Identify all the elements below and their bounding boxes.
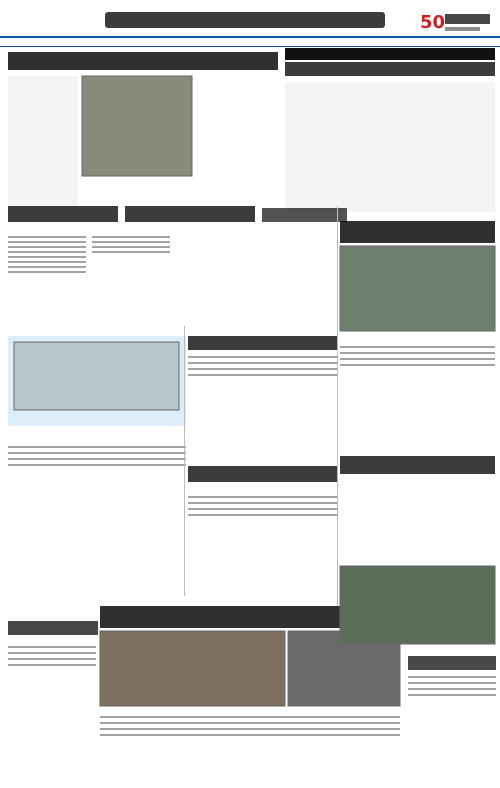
column-rules xyxy=(184,206,338,606)
headline-bottom-center xyxy=(188,466,338,482)
logo-mark: 50 xyxy=(420,12,446,33)
newspaper-page xyxy=(0,46,500,788)
photo-right-mid xyxy=(340,566,495,644)
logo xyxy=(420,8,492,36)
headline-main xyxy=(8,52,278,70)
headline-center xyxy=(188,336,338,350)
headline-right xyxy=(285,62,495,76)
banner-right xyxy=(285,48,495,60)
photo-training xyxy=(14,342,179,410)
headline-final xyxy=(340,221,495,243)
headline-bottom-right xyxy=(408,656,496,670)
headline-4 xyxy=(262,208,347,222)
headline-right-mid xyxy=(340,456,495,474)
photo-team xyxy=(340,246,495,331)
headline-2 xyxy=(8,206,118,222)
article-right-top xyxy=(285,82,495,212)
headline-3 xyxy=(125,206,255,222)
article-left-top xyxy=(8,76,78,206)
photo-top xyxy=(82,76,192,176)
headline-bottom-left xyxy=(8,621,98,635)
masthead-title xyxy=(95,6,395,34)
photo-bottom-center xyxy=(100,631,285,706)
